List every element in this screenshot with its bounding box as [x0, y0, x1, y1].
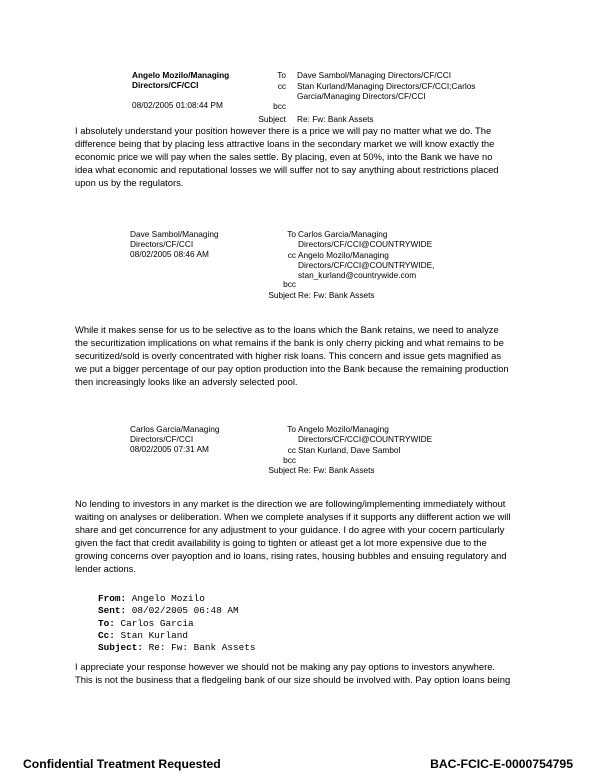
email4-header — [98, 593, 256, 654]
email3-cc-label: cc — [287, 445, 296, 455]
email3-body: No lending to investors in any market is the direction we are following/implementing immediately without waiting on analyses or deliberation. When we complete analyses if it supports any diifferent action we will share and get concurrence for any adjustment to your guidance. I do agree with your cocern particularly given the fact that credit availability is going to tighten or atleast get a lot more expensive due to the growing concerns over payoption and io loans, rising rates, housing bubbles and ensuing regulatory and lender actions. — [75, 498, 511, 575]
email3-cc-value: Stan Kurland, Dave Sambol — [298, 445, 401, 455]
email2-bcc-label: bcc — [283, 279, 296, 289]
email1-sender: Angelo Mozilo/Managing Directors/CF/CCI — [132, 70, 230, 90]
email3-to-value: Angelo Mozilo/Managing Directors/CF/CCI@COUNTRYWIDE — [298, 424, 433, 444]
email3-bcc-label: bcc — [283, 455, 296, 465]
email2-subject-value: Re: Fw: Bank Assets — [298, 290, 375, 300]
email2-to-value: Carlos Garcia/Managing Directors/CF/CCI@COUNTRYWIDE — [298, 229, 433, 249]
email4-sent: Sent: 08/02/2005 06:48 AM — [98, 605, 239, 617]
email1-subject-label: Subject — [258, 114, 286, 124]
email1-to-label: To — [277, 70, 286, 80]
email4-from: From: Angelo Mozilo — [98, 593, 205, 604]
footer-confidential: Confidential Treatment Requested — [23, 757, 221, 771]
email3-sender: Carlos Garcia/Managing Directors/CF/CCI 08/02/2005 07:31 AM — [130, 424, 220, 454]
email1-cc-value: Stan Kurland/Managing Directors/CF/CCI;Carlos Garcia/Managing Directors/CF/CCI — [297, 81, 476, 101]
email2-cc-label: cc — [287, 250, 296, 260]
email4-body: I appreciate your response however we should not be making any pay options to investors anywhere. This is not the business that a fledgeling bank of our size should be involved with. Pay option loans being — [75, 661, 511, 686]
email3-subject-label: Subject — [268, 465, 296, 475]
email3-to-label: To — [287, 424, 296, 434]
email2-sender: Dave Sambol/Managing Directors/CF/CCI 08/02/2005 08:46 AM — [130, 229, 219, 259]
footer-bates-number: BAC-FCIC-E-0000754795 — [430, 757, 573, 771]
email2-cc-value: Angelo Mozilo/Managing Directors/CF/CCI@COUNTRYWIDE, stan_kurland@countrywide.com — [298, 250, 435, 280]
email4-cc: Cc: Stan Kurland — [98, 629, 189, 641]
email2-subject-label: Subject — [268, 290, 296, 300]
email2-body: While it makes sense for us to be selective as to the loans which the Bank retains, we need to analyze the securitization implications on what remains if the bank is only cherry picking and what remains to be securitized/sold is overly concentrated with higher risk loans. This concern and issue gets magnified as we put a bigger percentage of our pay option production into the Bank because the remaining production then increasingly looks like an adversly selected pool. — [75, 324, 509, 388]
email4-subject: Subject: Re: Fw: Bank Assets — [98, 642, 256, 654]
email2-to-label: To — [287, 229, 296, 239]
email3-subject-value: Re: Fw: Bank Assets — [298, 465, 375, 475]
email1-subject-value: Re: Fw: Bank Assets — [297, 114, 374, 124]
email4-to: To: Carlos Garcia — [98, 617, 194, 629]
email1-bcc-label: bcc — [273, 101, 286, 111]
email1-to-value: Dave Sambol/Managing Directors/CF/CCI — [297, 70, 452, 80]
email1-date: 08/02/2005 01:08:44 PM — [132, 100, 223, 110]
email1-body: I absolutely understand your position however there is a price we will pay no matter what we do. The difference being that by placing less attractive loans in the secondary market we will know exactly the economic price we will pay when the sales settle. By placing, even at 50%, into the Bank we have no idea what economic and reputational losses we will suffer not to say anything about restrictions placed upon us by the regulators. — [75, 125, 499, 189]
email1-cc-label: cc — [277, 81, 286, 91]
